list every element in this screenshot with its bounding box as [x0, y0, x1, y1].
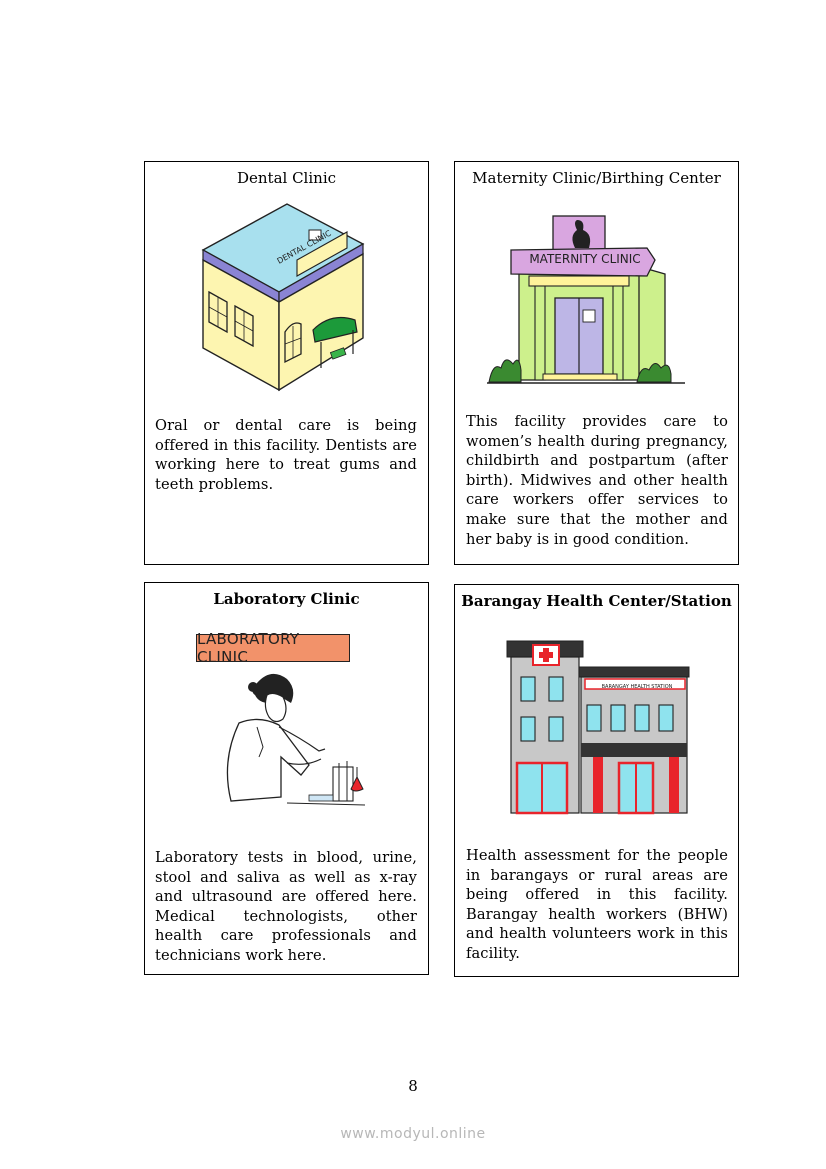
- laboratory-clinic-sign: LABORATORY CLINIC: [196, 634, 350, 662]
- card-barangay-health-center: [454, 584, 739, 977]
- card-title: Laboratory Clinic: [213, 590, 360, 608]
- maternity-clinic-illustration: [487, 210, 707, 388]
- card-description: Laboratory tests in blood, urine, stool and saliva as well as x-ray and ultrasound are offered here. Medical technologists, other health care professionals and technicians work here.: [155, 849, 417, 964]
- card-description: This facility provides care to women’s health during pregnancy, childbirth and postpartum (after birth). Midwives and other health care workers offer services to make sure that the mother and her baby is in good condition.: [466, 413, 728, 548]
- watermark: www.modyul.online: [340, 1126, 486, 1142]
- barangay-health-station-sign: [587, 679, 687, 691]
- card-title: Dental Clinic: [236, 169, 337, 187]
- card-title: Barangay Health Center/Station: [461, 592, 732, 610]
- dental-clinic-sign: [275, 222, 357, 266]
- svg-text:BARANGAY HEALTH STATION: BARANGAY HEALTH STATION: [601, 684, 673, 690]
- card-dental-clinic: [144, 161, 429, 565]
- page-number: 8: [408, 1077, 418, 1095]
- card-laboratory-clinic: [144, 582, 429, 975]
- barangay-health-center-illustration: [503, 639, 693, 817]
- svg-text:MATERNITY CLINIC: MATERNITY CLINIC: [529, 252, 641, 266]
- svg-text:DENTAL CLINIC: DENTAL CLINIC: [275, 228, 333, 266]
- card-description: Oral or dental care is being offered in this facility. Dentists are working here to treat gums and teeth problems.: [155, 417, 417, 493]
- laboratory-technician-illustration: [217, 667, 367, 817]
- card-maternity-clinic: [454, 161, 739, 565]
- card-title: Maternity Clinic/Birthing Center: [472, 169, 721, 187]
- card-description: Health assessment for the people in barangays or rural areas are being offered in this facility. Barangay health workers (BHW) and health volunteers work in this facility.: [466, 847, 728, 962]
- maternity-clinic-sign: [515, 246, 655, 270]
